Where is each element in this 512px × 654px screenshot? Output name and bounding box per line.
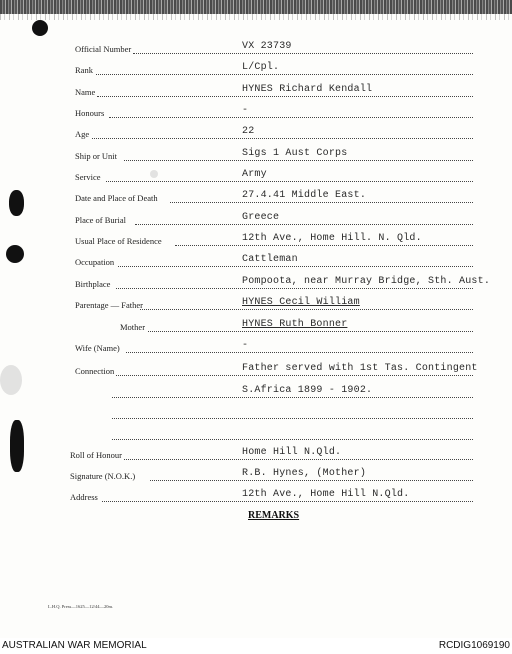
value-official-number: VX 23739 [242,41,292,52]
row-connection-4 [0,426,512,444]
value-age: 22 [242,126,255,137]
scan-edge-noise [0,14,512,20]
remarks-heading: REMARKS [248,510,300,521]
dotted-line [102,501,473,502]
value-wife: - [242,340,249,351]
label-wife: Wife (Name) [75,343,120,353]
label-occupation: Occupation [75,257,115,267]
label-age: Age [75,129,90,139]
row-usual-residence [0,232,512,250]
value-birthplace: Pompoota, near Murray Bridge, Sth. Aust. [242,276,491,287]
dotted-line [112,397,473,398]
dotted-line [126,352,473,353]
label-connection: Connection [75,366,115,376]
row-address [0,488,512,506]
dotted-line [116,288,473,289]
value-name: HYNES Richard Kendall [242,84,373,95]
value-signature: R.B. Hynes, (Mother) [242,468,367,479]
dotted-line [140,309,473,310]
punch-hole [32,20,48,36]
dotted-line [124,160,473,161]
label-signature: Signature (N.O.K.) [70,471,136,481]
label-ship-or-unit: Ship or Unit [75,151,118,161]
value-mother: HYNES Ruth Bonner [242,319,348,330]
value-date-place-death: 27.4.41 Middle East. [242,190,367,201]
value-rank: L/Cpl. [242,62,280,73]
row-connection-2 [0,384,512,402]
label-birthplace: Birthplace [75,279,111,289]
dotted-line [116,375,473,376]
dotted-line [135,224,473,225]
row-occupation [0,253,512,271]
label-rank: Rank [75,65,93,75]
row-date-place-death [0,189,512,207]
dotted-line [148,331,473,332]
dotted-line [124,459,473,460]
footer-record-id: RCDIG1069190 [438,640,510,651]
row-ship-or-unit [0,147,512,165]
label-father: Parentage — Father [75,300,143,310]
label-address: Address [70,492,98,502]
value-service: Army [242,169,267,180]
row-roll-of-honour [0,446,512,464]
dotted-line [150,480,473,481]
row-birthplace [0,275,512,293]
value-connection: Father served with 1st Tas. Contingent [242,363,478,374]
label-honours: Honours [75,108,105,118]
dotted-line [106,181,473,182]
label-service: Service [75,172,101,182]
row-connection [0,362,512,380]
dotted-line [109,117,473,118]
dotted-line [96,74,473,75]
value-father: HYNES Cecil William [242,297,360,308]
row-signature [0,467,512,485]
dotted-line [97,96,473,97]
dotted-line [170,202,473,203]
label-official-number: Official Number [75,44,132,54]
row-rank [0,61,512,79]
label-place-of-burial: Place of Burial [75,215,126,225]
value-honours: - [242,105,249,116]
value-place-of-burial: Greece [242,212,280,223]
print-note: L.H.Q. Press—1625—12/44—20m. [48,604,114,609]
label-name: Name [75,87,96,97]
value-connection-2: S.Africa 1899 - 1902. [242,385,373,396]
value-address: 12th Ave., Home Hill N.Qld. [242,489,410,500]
row-age [0,125,512,143]
row-service [0,168,512,186]
row-honours [0,104,512,122]
row-place-of-burial [0,211,512,229]
label-usual-residence: Usual Place of Residence [75,236,162,246]
label-date-place-death: Date and Place of Death [75,193,158,203]
value-usual-residence: 12th Ave., Home Hill. N. Qld. [242,233,422,244]
dotted-line [133,53,473,54]
dotted-line [112,418,473,419]
label-roll-of-honour: Roll of Honour [70,450,122,460]
dotted-line [118,266,473,267]
row-mother [0,318,512,336]
dotted-line [92,138,473,139]
row-name [0,83,512,101]
footer-institution: AUSTRALIAN WAR MEMORIAL [2,640,147,651]
label-mother: Mother [120,322,146,332]
dotted-line [175,245,473,246]
row-wife [0,339,512,357]
value-ship-or-unit: Sigs 1 Aust Corps [242,148,348,159]
row-connection-3 [0,405,512,423]
scan-edge-top [0,0,512,14]
value-roll-of-honour: Home Hill N.Qld. [242,447,342,458]
value-occupation: Cattleman [242,254,298,265]
dotted-line [112,439,473,440]
row-official-number [0,40,512,58]
row-father [0,296,512,314]
archive-footer [0,638,512,654]
